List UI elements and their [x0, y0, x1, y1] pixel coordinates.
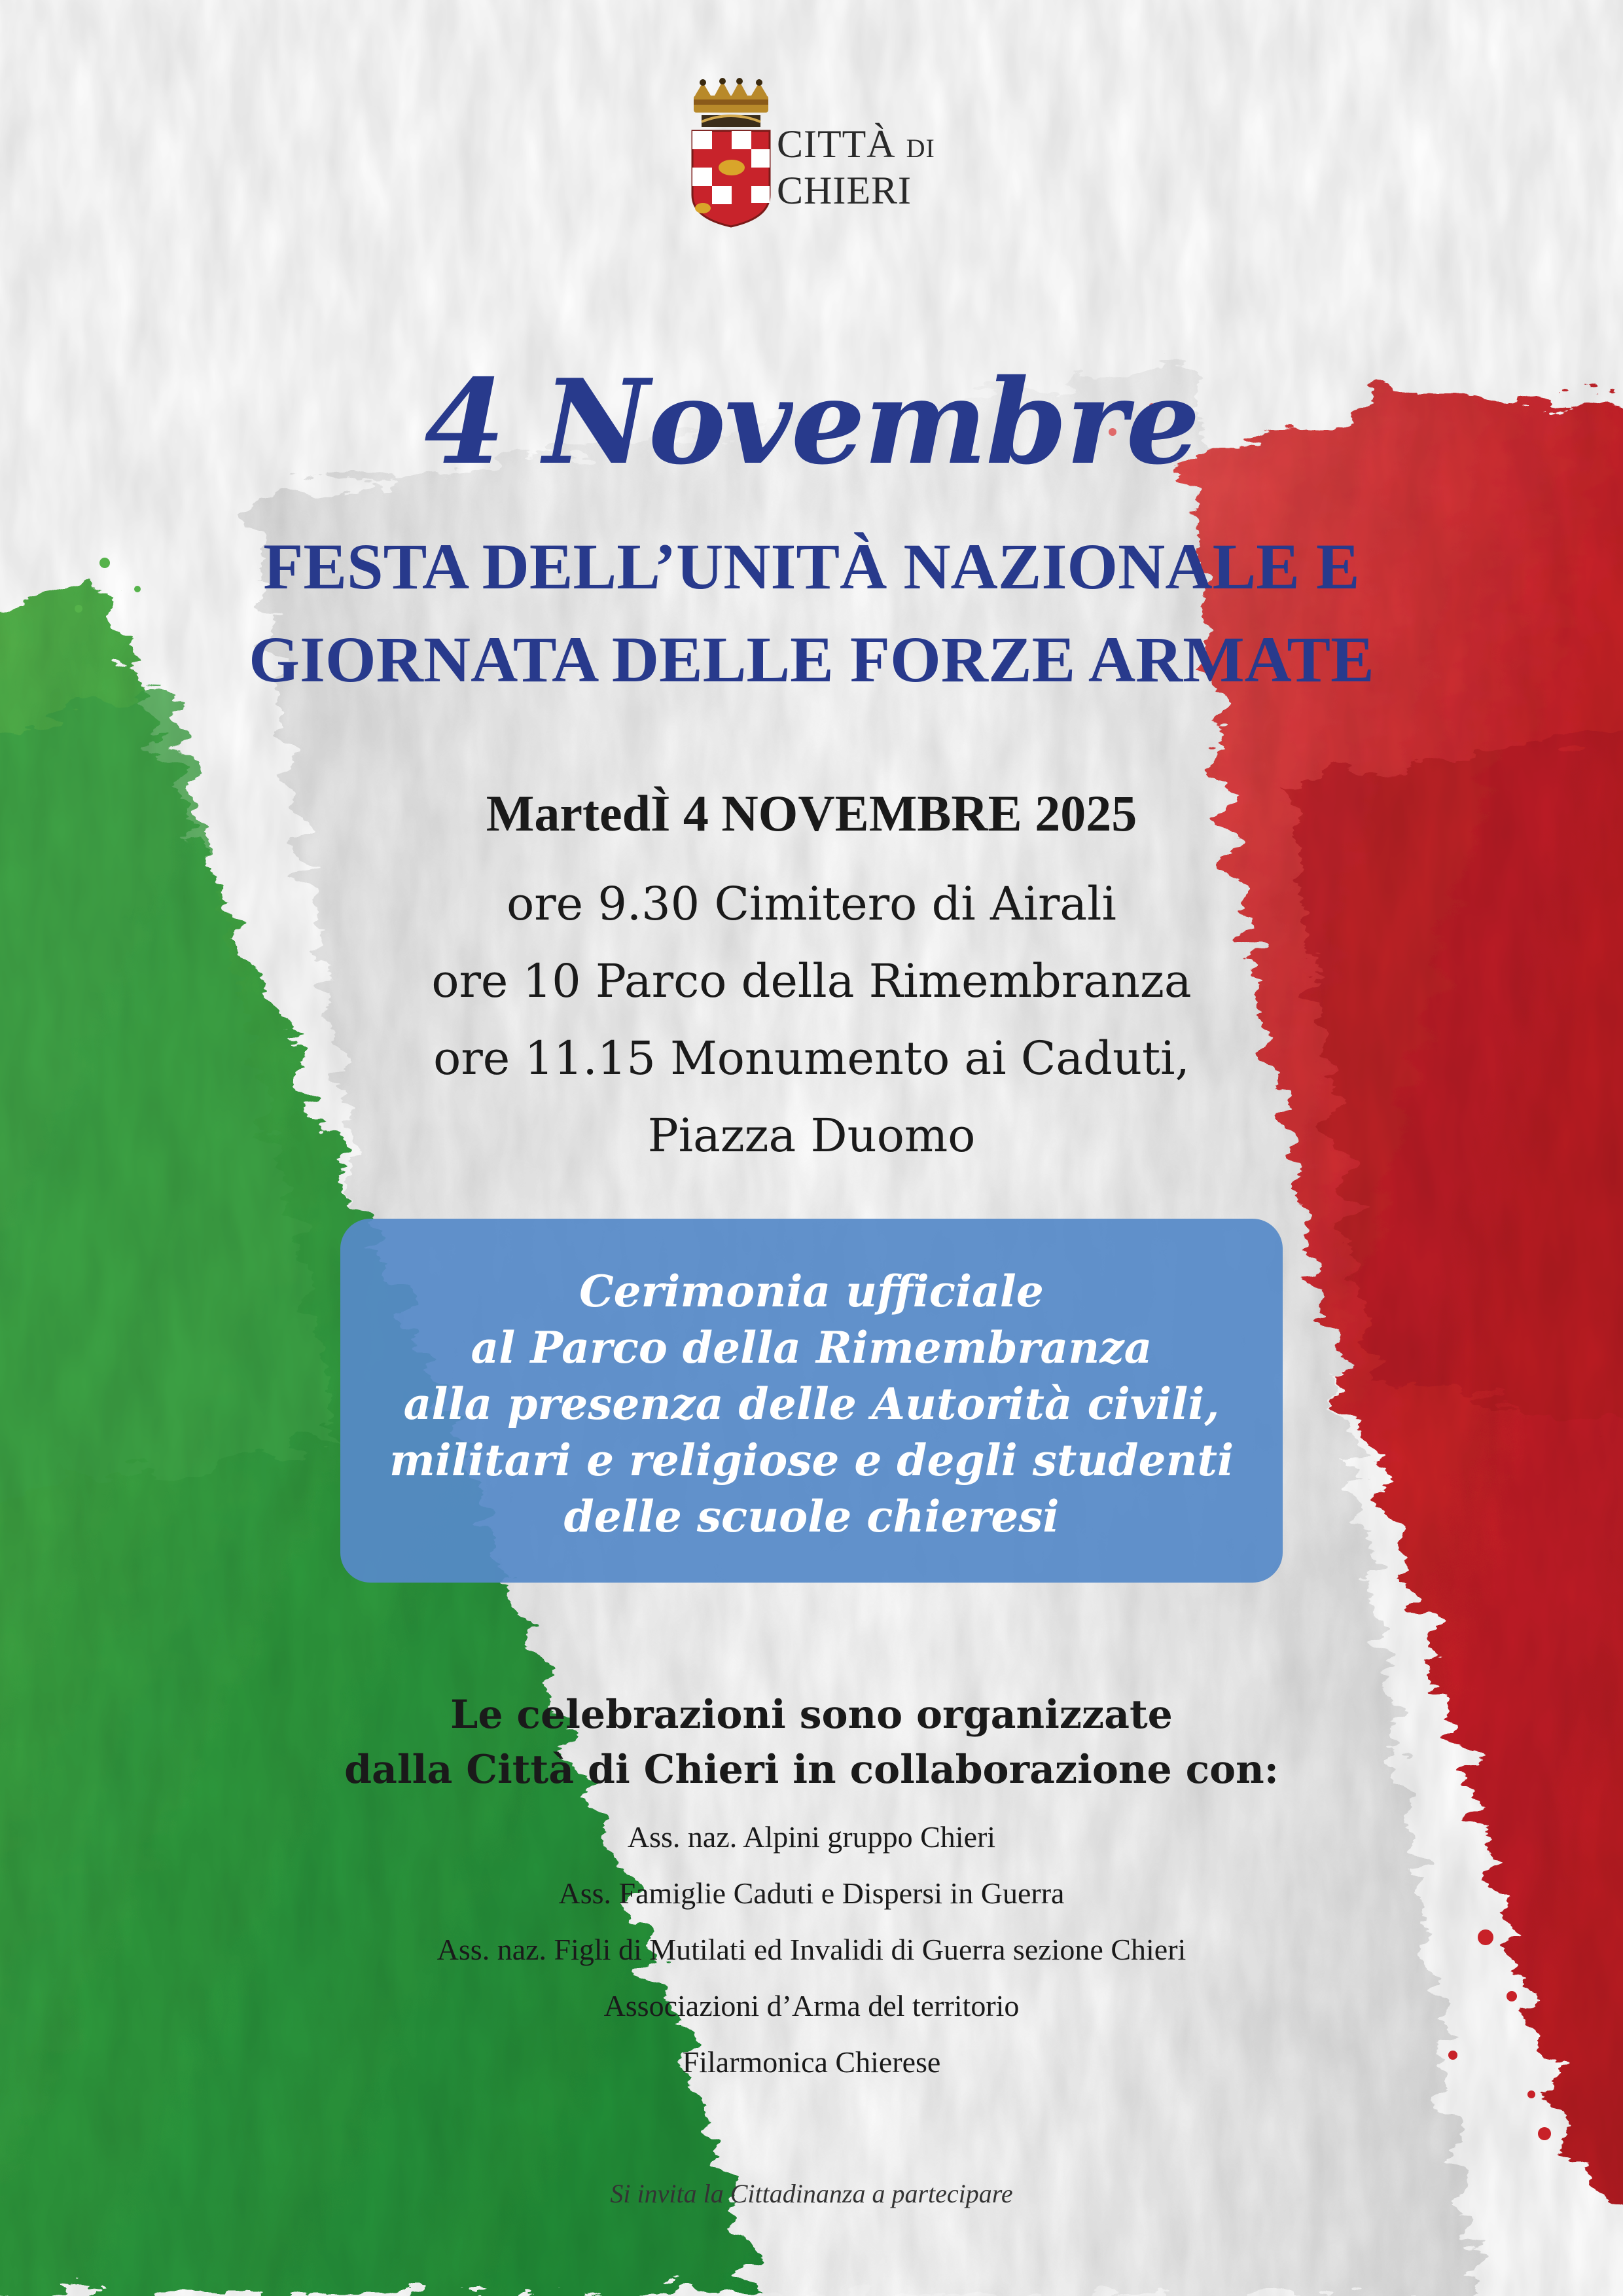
schedule-line: Piazza Duomo — [647, 1109, 976, 1162]
schedule-line: ore 9.30 Cimitero di Airali — [507, 877, 1116, 931]
city-logo — [688, 77, 944, 234]
subtitle-line-2: GIORNATA DELLE FORZE ARMATE — [249, 623, 1374, 696]
organizers-heading-line-2: dalla Città di Chieri in collaborazione con: — [344, 1747, 1279, 1793]
subtitle-line-1: FESTA DELL’UNITÀ NAZIONALE E — [263, 530, 1360, 603]
page-title: 4 Novembre — [424, 353, 1199, 490]
city-name-di: DI — [906, 134, 935, 163]
organizers-heading — [0, 1687, 1623, 1797]
schedule-line: ore 11.15 Monumento ai Caduti, — [433, 1031, 1190, 1085]
partner-item: Filarmonica Chierese — [682, 2045, 941, 2079]
city-name — [777, 123, 935, 211]
event-schedule — [0, 865, 1623, 1174]
organizers-heading-line-1: Le celebrazioni sono organizzate — [450, 1692, 1173, 1738]
ceremony-line: Cerimonia ufficiale — [579, 1266, 1044, 1317]
page-subtitle — [0, 520, 1623, 706]
city-crest-icon — [688, 77, 774, 228]
ceremony-line: al Parco della Rimembranza — [471, 1322, 1152, 1373]
partner-item: Ass. Famiglie Caduti e Dispersi in Guerra — [558, 1876, 1065, 1910]
ceremony-line: delle scuole chieresi — [563, 1491, 1060, 1542]
partner-item: Ass. naz. Figli di Mutilati ed Invalidi di Guerra sezione Chieri — [437, 1933, 1186, 1966]
schedule-line: ore 10 Parco della Rimembranza — [431, 954, 1192, 1008]
ceremony-line: militari e religiose e degli studenti — [389, 1435, 1234, 1486]
partner-item: Associazioni d’Arma del territorio — [603, 1989, 1020, 2022]
invitation-note: Si invita la Cittadinanza a partecipare — [610, 2179, 1013, 2208]
city-name-line1: CITTÀ — [777, 122, 896, 166]
partner-item: Ass. naz. Alpini gruppo Chieri — [627, 1820, 996, 1854]
city-name-line2: CHIERI — [777, 169, 912, 212]
partners-list — [0, 1809, 1623, 2090]
event-date: MartedÌ 4 NOVEMBRE 2025 — [486, 785, 1137, 842]
ceremony-line: alla presenza delle Autorità civili, — [403, 1378, 1220, 1429]
ceremony-text — [340, 1263, 1283, 1545]
